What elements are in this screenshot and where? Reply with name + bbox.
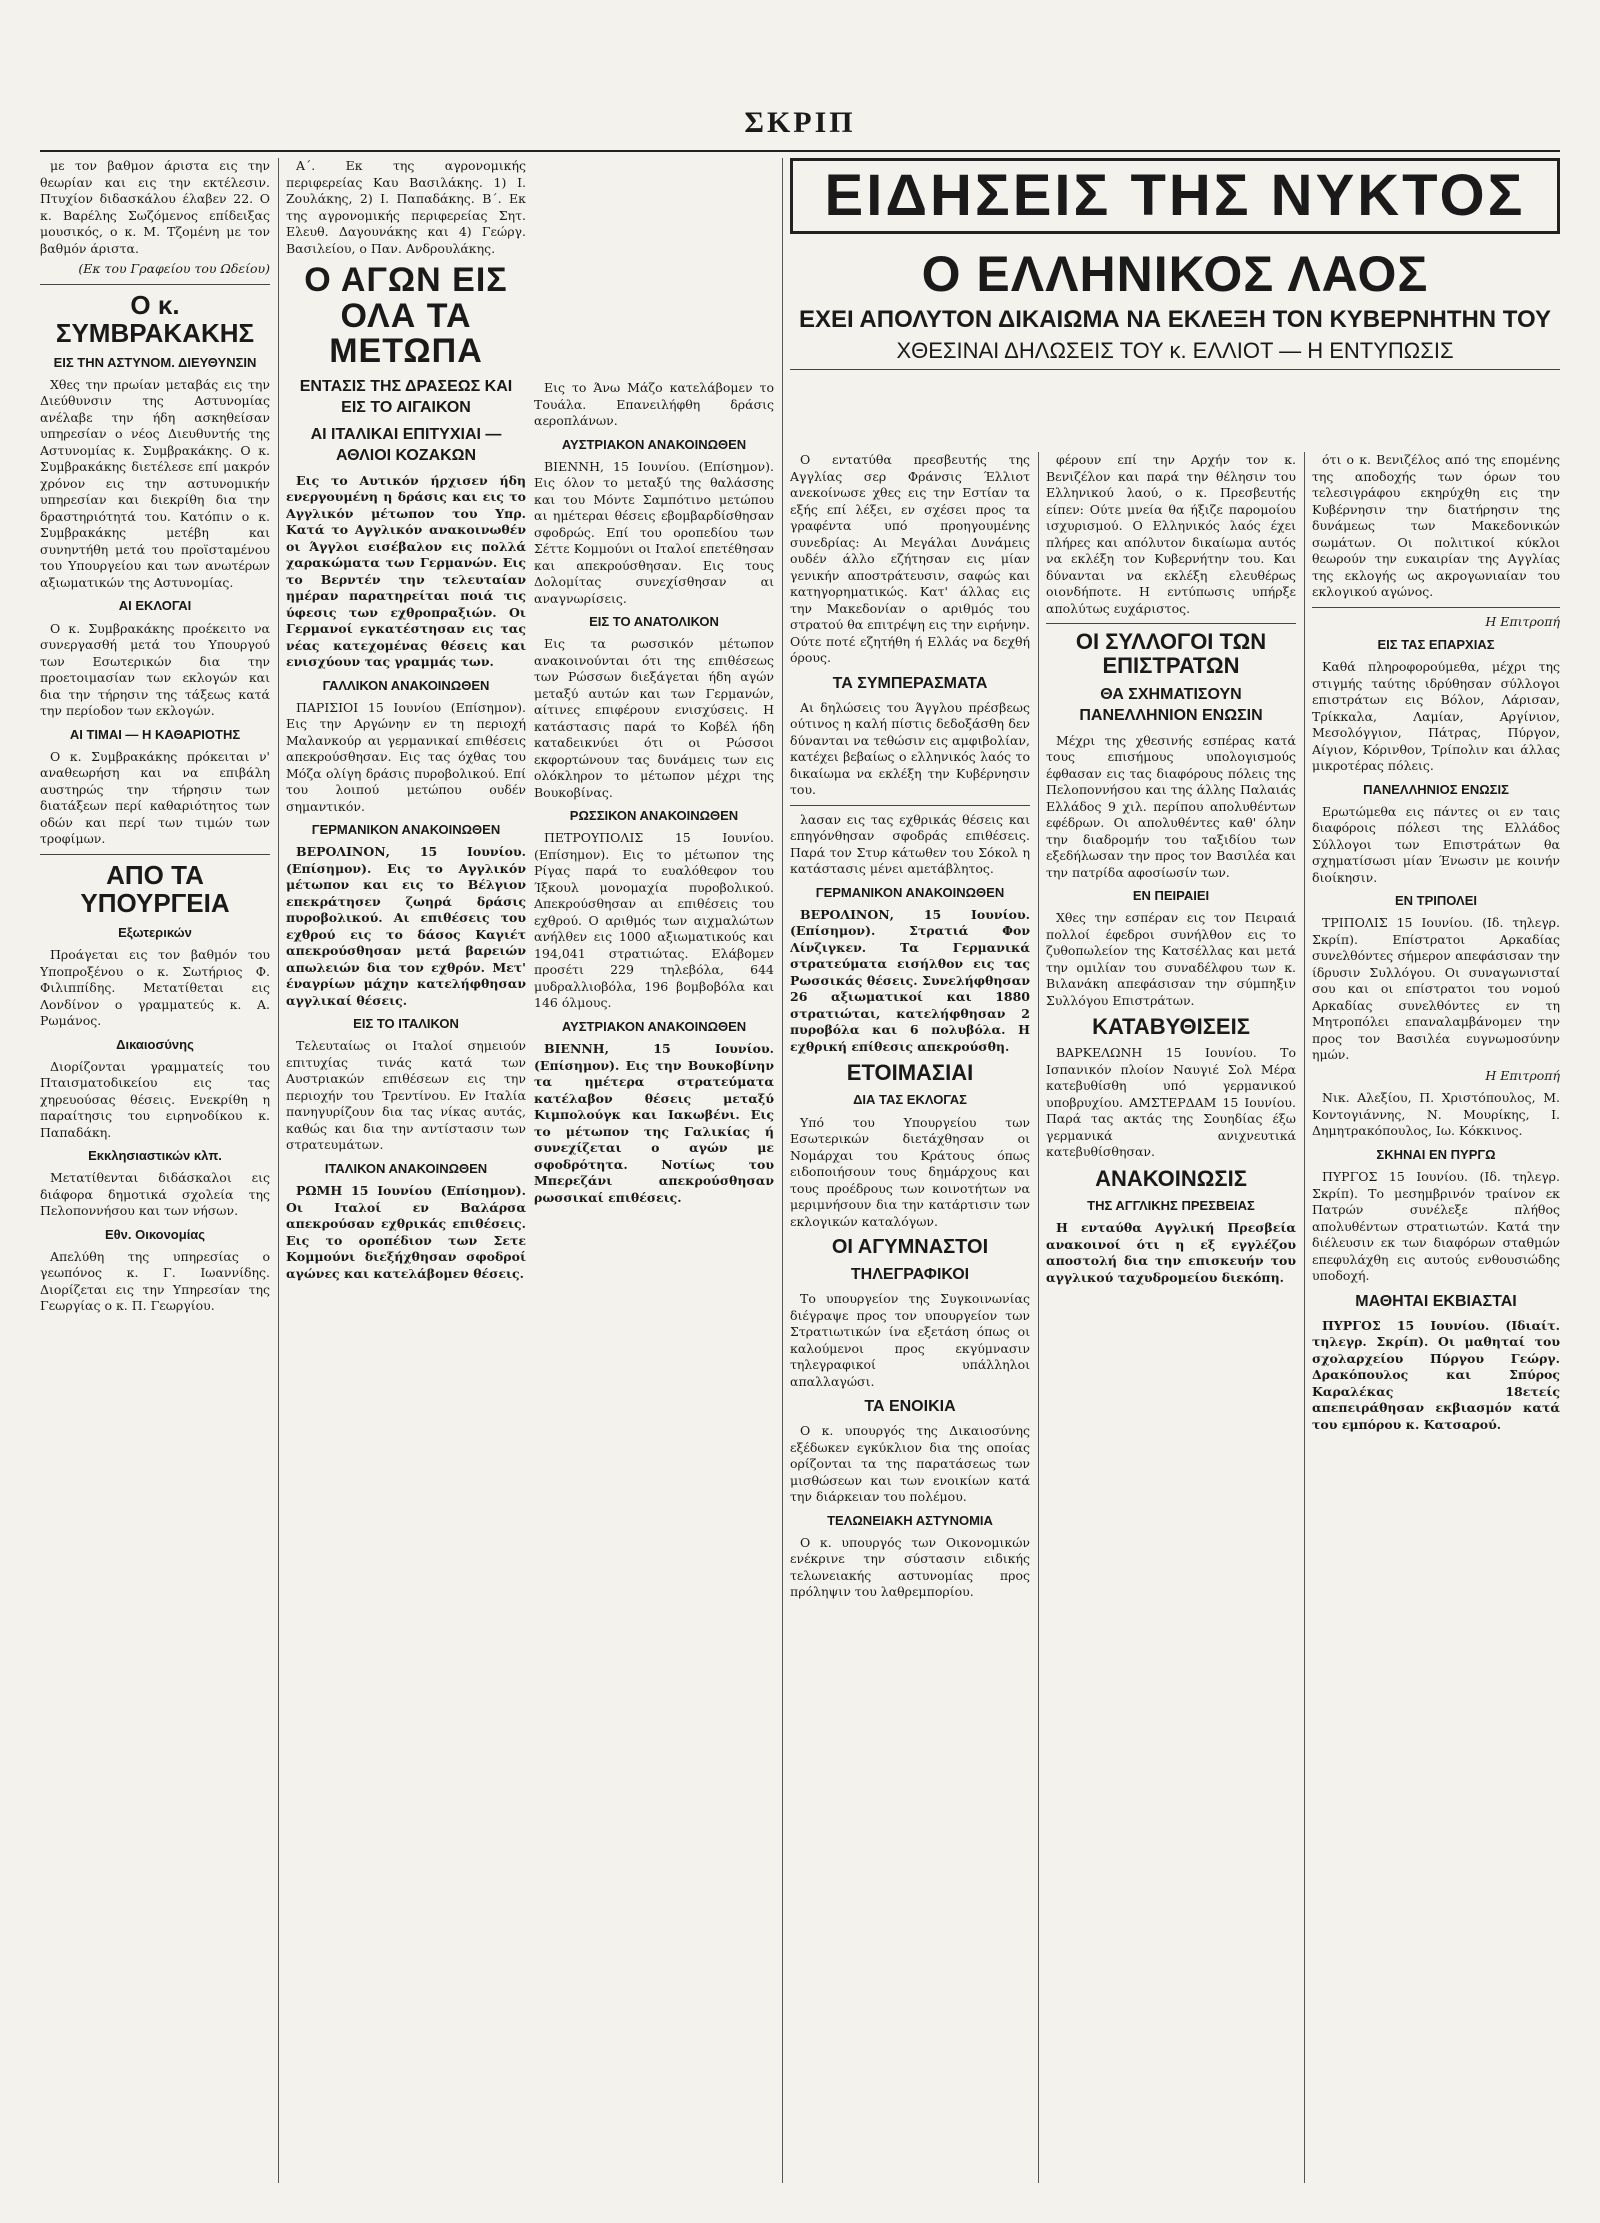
col3-russian-heading: ΡΩΣΣΙΚΟΝ ΑΝΑΚΟΙΝΩΘΕΝ (569, 808, 739, 824)
col6-tents-heading: ΣΚΗΝΑΙ ΕΝ ΠΥΡΓΩ (1376, 1146, 1496, 1162)
col2-main-headline: Ο ΑΓΩΝ ΕΙΣ ΟΛΑ ΤΑ ΜΕΤΩΠΑ (304, 261, 508, 371)
col6-provinces-heading: ΕΙΣ ΤΑΣ ΕΠΑΡΧΙΑΣ (1377, 637, 1495, 652)
col4-elections-subheadline: ΔΙΑ ΤΑΣ ΕΚΛΟΓΑΣ (853, 1092, 967, 1108)
col2-german-heading: ΓΕΡΜΑΝΙΚΟΝ ΑΝΑΚΟΙΝΩΘΕΝ (311, 822, 501, 838)
col6-students-headline: ΜΑΘΗΤΑΙ ΕΚΒΙΑΣΤΑΙ (1355, 1292, 1517, 1310)
masthead: ΣΚΡΙΠ (744, 106, 856, 139)
column-separator (782, 158, 783, 2183)
col3-austrian-body-2: ΒΙΕΝΝΗ, 15 Ιουνίου. (Επίσημον). Εις την Βουκοβίνην τα ημέτερα στρατεύματα κατέλαβον θέσεις μεταξύ Κιμπολούγκ και Ιακωβένι. Εις το μέτωπον της Γαλικίας ή συνεχίζεται ο αγών με σφοδρότητα. Νοτίως του Μπερεζάνι απεκρούσθησαν ρωσσικαί επιθέσεις. (534, 1041, 774, 1205)
col4-customs-police-body: Ο κ. υπουργός των Οικονομικών ενέκρινε την σύστασιν ειδικής τελωνειακής αστυνομίας προς πρόληψιν του λαθρεμπορίου. (790, 1534, 1030, 1600)
col6-students-body: ΠΥΡΓΟΣ 15 Ιουνίου. (Ιδιαίτ. τηλεγρ. Σκρίπ). Οι μαθηταί του σχολαρχείου Πύργου Γεώργ. Δρακόπουλος και Σπύρος Καραλέκας 18ετείς απεπειράθησαν εκβιασμόν κατά του εμπόρου κ. Κατσαρού. (1312, 1317, 1560, 1432)
col5-sinkings-headline: ΚΑΤΑΒΥΘΙΣΕΙΣ (1092, 1014, 1250, 1040)
col1-ministry-foreign-body: Προάγεται εις τον βαθμόν του Υποπροξένου ο κ. Σωτήριος Φ. Φιλιππίδης. Μετατίθεται εις Λονδίνον ο γραμματεύς κ. Α. Ρωμάνος. (40, 947, 270, 1028)
col5-article-body: φέρουν επί την Αρχήν τον κ. Βενιζέλον και παρά την θέλησιν του Ελληνικού λαού, ο κ. Πρεσβευτής είπεν: Ούτε μνεία θα ήξιζε παρομοίου ισχυρισμού. Ο Ελληνικός λαός έχει πλήρες και απόλυτον δικαίωμα αυτός να εκλέξη τον Κυβερνήτην του. Και δύνανται να εκλέξη ελευθέρως οιονδήποτε. Η εντύπωσις υπήρξε απολύτως ευχάριστος. (1046, 452, 1296, 616)
col4-conclusions-heading: ΤΑ ΣΥΜΠΕΡΑΣΜΑΤΑ (832, 674, 988, 692)
col1-cleanliness-body: Ο κ. Συμβρακάκης πρόκειται ν' αναθεωρήση και να επιβάλη αυστηρώς την τήρησιν των διατάξεων περί καθαριότητος των οδών και περί των τιμών των τροφίμων. (40, 748, 270, 847)
column-5 (1046, 452, 1296, 2183)
col2-subheadline-1: ΕΝΤΑΣΙΣ ΤΗΣ ΔΡΑΣΕΩΣ ΚΑΙ ΕΙΣ ΤΟ ΑΙΓΑΙΚΟΝ (299, 378, 513, 417)
col2-german-body: ΒΕΡΟΛΙΝΟΝ, 15 Ιουνίου. (Επίσημον). Εις το Αγγλικόν μέτωπον και εις το Βέλγιον επεκράτησεν ζωηρά δράσις πυροβολικού. Αι επιθέσεις του εχθρού εις το δάσος Καγιέτ απεκρούσθησαν μετά βαρειών απωλειών δια τον εχθρόν. Μετ' έναγρίων μάχην κατελήφθησαν αγγλικαί θέσεις. (286, 844, 526, 1008)
col5-associations-subheadline: ΘΑ ΣΧΗΜΑΤΙΣΟΥΝ ΠΑΝΕΛΛΗΝΙΟΝ ΕΝΩΣΙΝ (1079, 686, 1263, 725)
col4-article-body: Ο εντατύθα πρεσβευτής της Αγγλίας σερ Φράνσις Έλλιοτ ανεκοίνωσε χθες εις την Εστίαν τα εξής επί λέξει, εν σχέσει προς τα γραφέντα υπό προηγουμένης συνεδρίας: Αι Μεγάλαι Δυνάμεις ουδέν άλλο εζήτησαν εις μίαν γενικήν αποστράτευσιν, σαφώς και κατηγορηματικώς. Κατ' άλλας εις την Μακεδονίαν ο αριθμός του στρατού θα επιτρέψη εις την ειρήνην. Ούτε ποτέ εζητήθη ή Ελλάς να δεχθή όρους. (790, 452, 1030, 665)
col3-russian-body: ΠΕΤΡΟΥΠΟΛΙΣ 15 Ιουνίου. (Επίσημον). Εις το μέτωπον της Ρίγας παρά το ευαλόθεφον του Ίξκουλ μονομαχία πυροβολικού. Απεκρούσθησαν αι επιθέσεις του εχθρού. Ο αριθμός των αιχμαλώτων ανήλθεν εις 1000 αξιωματικούς και 194,041 στρατιώτας. Ελάβομεν προσέτι 229 τηλεβόλα, 644 μυδραλλιοβόλα, 196 βομβοβόλα και 146 όλμους. (534, 830, 774, 1011)
col5-notice-subheadline: ΤΗΣ ΑΓΓΛΙΚΗΣ ΠΡΕΣΒΕΙΑΣ (1087, 1198, 1255, 1214)
col1-elections-heading: ΑΙ ΕΚΛΟΓΑΙ (118, 598, 192, 614)
column-1 (40, 158, 270, 2183)
spread-subheadline: ΕΧΕΙ ΑΠΟΛΥΤΟΝ ΔΙΚΑΙΩΜΑ ΝΑ ΕΚΛΕΞΗ ΤΟΝ ΚΥΒΕΡΝΗΤΗΝ ΤΟΥ (798, 305, 1552, 333)
divider (1046, 623, 1296, 624)
col4-conclusions-body: Αι δηλώσεις του Άγγλου πρέσβεως ούτινος η καλή πίστις δεδοξάσθη δεν δύνανται να τεθώσιν εις αμφιβολίαν, κατέχει βεβαίως ο ελληνικός λαός το δικαίωμα να εκλέξη την Κυβέρνησιν του. (790, 699, 1030, 798)
col1-signature: (Εκ του Γραφείου του Ωδείου) (78, 261, 270, 276)
col4-rent-headline: ΤΑ ΕΝΟΙΚΙΑ (864, 1398, 956, 1416)
night-news-banner (790, 158, 1560, 376)
col3-austrian-heading-2: ΑΥΣΤΡΙΑΚΟΝ ΑΝΑΚΟΙΝΩΘΕΝ (561, 1018, 747, 1034)
col2-subheadline-2: ΑΙ ΙΤΑΛΙΚΑΙ ΕΠΙΤΥΧΙΑΙ — ΑΘΛΙΟΙ ΚΟΖΑΚΩΝ (310, 426, 502, 465)
divider (790, 369, 1560, 370)
column-2 (286, 158, 526, 2183)
col6-panhellenic-body: Ερωτώμεθα εις πάντες οι εν ταις διαφόροις πόλεσι της Ελλάδος Σύλλογοι των Επιστράτων θα σχηματίσωσι μίαν Ένωσιν με κοινήν διοίκησιν. (1312, 803, 1560, 885)
col4-german-body: ΒΕΡΟΛΙΝΟΝ, 15 Ιουνίου. (Επίσημον). Στρατιά Φον Λίνζιγκεν. Τα Γερμανικά στρατεύματα εισήλθον εις τας Ρωσσικάς θέσεις. Συνελήφθησαν 26 αξιωματικοί και 1880 στρατιώται, κατελήφθησαν 2 πυροβόλα και 6 πολυβόλα. Η εχθρική επίθεσις απεκρούσθη. (790, 906, 1030, 1054)
col3-austrian-body: ΒΙΕΝΝΗ, 15 Ιουνίου. (Επίσημον). Εις όλον το μεταξύ της θαλάσσης και του Μόντε Σαμπότινο μετώπου αι ημέτεραι θέσεις εβομβαρδίσθησαν σφοδρώς. Επί του οροπεδίου των Σέττε Κομμούνι οι Ιταλοί επετέθησαν και απεκρούσθησαν. Εις τους Δολομίτας συνεχίσθησαν αι αναγνωρίσεις. (534, 458, 774, 606)
col4-telegraph-body: Το υπουργείον της Συγκοινωνίας διέγραψε προς τον υπουργείον των Στρατιωτικών ίνα εξετάση όπως οι καλούμενοι προς εκγύμνασιν τηλεγραφικοί υπάλληλοι απαλλαγώσι. (790, 1291, 1030, 1389)
col5-notice-body: Η ενταύθα Αγγλική Πρεσβεία ανακοινοί ότι η εξ εγγλέζου αποστολή δια την επισκευήν του αγγλικού ταχυδρομείου διεκόπη. (1046, 1220, 1296, 1285)
spread-subheadline-2: ΧΘΕΣΙΝΑΙ ΔΗΛΩΣΕΙΣ ΤΟΥ κ. ΕΛΛΙΟΤ — Η ΕΝΤΥΠΩΣΙΣ (896, 337, 1454, 363)
col6-article-body: ότι ο κ. Βενιζέλος από της επομένης της αποδοχής των όρων του τελεσιγράφου εκηρύχθη εις την Κυβέρνησιν την διατήρησιν της δυνάμεως των Μακεδονικών σωμάτων. Οι πολιτικοί κύκλοι θεωρούν την ευκαιρίαν της Αγγλίας της εκλογής ως ακρογωνιαίαν του εκλογικού αγώνος. (1312, 452, 1560, 599)
column-4 (790, 452, 1030, 2183)
col1-subheadline: ΕΙΣ ΤΗΝ ΑΣΤΥΝΟΜ. ΔΙΕΥΘΥΝΣΙΝ (53, 354, 257, 370)
col3-eastern-heading: ΕΙΣ ΤΟ ΑΝΑΤΟΛΙΚΟΝ (589, 614, 719, 630)
col5-piraeus-body: Χθες την εσπέραν εις τον Πειραιά πολλοί έφεδροι συνήλθον εις το ζυθοπωλείον της Κατσέλλας και μετά την ομιλίαν του συναδέλφου των κ. Βιλανάκη απεφάσισαν την σύμπηξιν Συλλόγου Επιστράτων. (1046, 910, 1296, 1008)
col1-elections-body: Ο κ. Συμβρακάκης προέκειτο να συνεργασθή μετά του Υπουργού των Εσωτερικών δια την προετοιμασίαν των εκλογών και δια την τήρησιν της τάξεως κατά την περίοδον των εκλογών. (40, 620, 270, 718)
col6-committee-signature: Η Επιτροπή (1485, 613, 1560, 629)
col2-italian-communique-body: ΡΩΜΗ 15 Ιουνίου (Επίσημον). Οι Ιταλοί εν Βαλάρσα απεκρούσαν εχθρικάς επιθέσεις. Εις το οροπέδιον των Σετε Κομμούνι διεξήχθησαν σφοδροί αγώνες και κατελάβομεν θέσεις. (286, 1183, 526, 1281)
col1-ministry-justice-body: Διορίζονται γραμματείς του Πταισματοδικείου εις τας χηρευούσας θέσεις. Ενεκρίθη η παραίτησις του ειρηνοδίκου κ. Παπαδάκη. (40, 1058, 270, 1140)
column-6 (1312, 452, 1560, 2183)
col6-tripoli-body: ΤΡΙΠΟΛΙΣ 15 Ιουνίου. (Ιδ. τηλεγρ. Σκρίπ). Επίστρατοι Αρκαδίας συνελθόντες σήμερον απεφάσισαν την ίδρυσιν Συλλόγου. Οι συναγωνισταί σου και οι επίστρατοι του νομού Αρκαδίας συνελθόντες εν τη Μητροπόλει επαναλαμβάνομεν την προς τον Βασιλέα ευγνωμοσύνην ημών. (1312, 915, 1560, 1063)
col6-names: Νικ. Αλεξίου, Π. Χριστόπουλος, Μ. Κοντογιάννης, Ν. Μουρίκης, Ι. Δημητρακόπουλος, Ιω. Κόκκινος. (1312, 1090, 1560, 1139)
col6-panhellenic-heading: ΠΑΝΕΛΛΗΝΙΟΣ ΕΝΩΣΙΣ (1363, 781, 1509, 797)
spread-main-headline: Ο ΕΛΛΗΝΙΚΟΣ ΛΑΟΣ (921, 246, 1429, 302)
col4-telegraph-subheadline: ΤΗΛΕΓΡΑΦΙΚΟΙ (850, 1266, 970, 1284)
col6-tents-body: ΠΥΡΓΟΣ 15 Ιουνίου. (Ιδ. τηλεγρ. Σκρίπ). Το μεσημβρινόν τραίνον εκ Πατρών συνέλεξε πλήθος απολυθέντων στρατιωτών. Κατά την διέλευσιν εκ των διαφόρων σταθμών επεφυλάχθη εις αυτούς ενθουσιώδης υποδοχή. (1312, 1169, 1560, 1284)
col4-german-heading: ΓΕΡΜΑΝΙΚΟΝ ΑΝΑΚΟΙΝΩΘΕΝ (815, 884, 1005, 900)
divider (40, 284, 270, 285)
col2-gallic-body: ΠΑΡΙΣΙΟΙ 15 Ιουνίου (Επίσημον). Εις την Αργώνην εν τη περιοχή Μαλανκούρ αι γερμανικαί επιθέσεις απεκρούσθησαν. Εις τας όχθας του Μόζα ολίγη δράσις πυροβολικού. Επί του λοιπού μετώπου ουδέν σημαντικόν. (286, 699, 526, 814)
col1-ministry-education-body: Μετατίθενται διδάσκαλοι εις διάφορα δημοτικά σχολεία της Πελοποννήσου και των νήσων. (40, 1170, 270, 1219)
column-separator (278, 158, 279, 2183)
col1-ministry-foreign: Εξωτερικών (118, 924, 192, 940)
col3-top: Εις το Άνω Μάζο κατελάβομεν το Τουάλα. Επανειλήφθη δράσις αεροπλάνων. (534, 380, 774, 428)
col1-ministry-economy-body: Απελύθη της υπηρεσίας ο γεωπόνος κ. Γ. Ιωαννίδης. Διορίζεται εις την Υπηρεσίαν της Γεωργίας ο κ. Π. Γεωργίου. (40, 1248, 270, 1314)
col1-cleanliness-heading: ΑΙ ΤΙΜΑΙ — Η ΚΑΘΑΡΙΟΤΗΣ (69, 726, 241, 742)
col6-tripoli-heading: ΕΝ ΤΡΙΠΟΛΕΙ (1395, 893, 1477, 909)
col1-headline-sympbrakakis: Ο κ. ΣΥΜΒΡΑΚΑΚΗΣ (55, 289, 255, 349)
col4-elections-body: Υπό του Υπουργείου των Εσωτερικών διετάχθησαν οι Νομάρχαι του Κράτους όπως ειδοποιήσουν τους δημάρχους και τους προέδρους των κοινοτήτων να μεριμνήσουν δια την κατάρτισιν των εκλογικών καταλόγων. (790, 1114, 1030, 1229)
col5-sinkings-body: ΒΑΡΚΕΛΩΝΗ 15 Ιουνίου. Το Ισπανικόν πλοίον Ναυγιέ Σολ Μέρα κατεβυθίσθη υπό γερμανικού υποβρυχίου. ΑΜΣΤΕΡΔΑΜ 15 Ιουνίου. Παρά τας ακτάς της Σουηδίας έξω γερμανικά ανιχνευτικά κατεβυθίσθησαν. (1046, 1045, 1296, 1160)
col2-gallic-heading: ΓΑΛΛΙΚΟΝ ΑΝΑΚΟΙΝΩΘΕΝ (322, 677, 490, 693)
col1-ministry-justice: Δικαιοσύνης (116, 1036, 194, 1052)
col2-italian-heading: ΕΙΣ ΤΟ ΙΤΑΛΙΚΟΝ (353, 1016, 459, 1032)
col2-italian-communique-heading: ΙΤΑΛΙΚΟΝ ΑΝΑΚΟΙΝΩΘΕΝ (324, 1160, 488, 1176)
col1-ministry-education: Εκκλησιαστικών κλπ. (88, 1148, 222, 1164)
col2-article-body: Εις το Αυτικόν ήρχισεν ήδη ενεργουμένη η δράσις και εις το Αγγλικόν μέτωπον του Υπρ. Κατά το Αγγλικόν ανακοινωθέν οι Άγγλοι εισέβαλον εις πολλά χαρακώματα των Γερμανών. Εις το Βερντέν την τελευταίαν ημέραν παρατηρείται ποιά τις ύφεσις των εχθροπραξιών. Οι Γερμανοί εγκατέστησαν εις τας νέας κατεχομένας θέσεις και ενισχύουν τας γραμμάς των. (286, 472, 526, 669)
top-rule (40, 150, 1560, 152)
night-news-title: ΕΙΔΗΣΕΙΣ ΤΗΣ ΝΥΚΤΟΣ (790, 158, 1560, 234)
col4-rent-body: Ο κ. υπουργός της Δικαιοσύνης εξέδωκεν εγκύκλιον δια της οποίας ορίζονται τα της παρατάσεως των μισθώσεων και των ενοικίων κατά την διάρκειαν του πολέμου. (790, 1423, 1030, 1505)
col6-provinces-body: Καθά πληροφορούμεθα, μέχρι της στιγμής ταύτης ιδρύθησαν σύλλογοι επιστράτων εις Βόλον, Λάρισαν, Τρίκκαλα, Λαμίαν, Αργίνιον, Μεσολόγγιον, Πάτρας, Πύργον, Αίγιον, Κόρινθον, Τρίπολιν και άλλας μικροτέρας πόλεις. (1312, 659, 1560, 774)
divider (1312, 607, 1560, 608)
col4-customs-police-heading: ΤΕΛΩΝΕΙΑΚΗ ΑΣΤΥΝΟΜΙΑ (827, 1512, 993, 1528)
col5-piraeus-heading: ΕΝ ΠΕΙΡΑΙΕΙ (1132, 888, 1210, 904)
col1-top-text: με τον βαθμον άριστα εις την θεωρίαν και εις την εκτέλεσιν. Πτυχίον διδασκάλου έλαβεν 22. Ο κ. Βαρέλης Σωζόμενος επίδειξας μουσικός, ο κ. Μ. Τζομένη με τον βαθμόν άριστα. (40, 158, 270, 256)
col4-elections-headline: ΕΤΟΙΜΑΣΙΑΙ (846, 1060, 974, 1086)
divider (790, 805, 1030, 806)
col5-associations-headline: ΟΙ ΣΥΛΛΟΓΟΙ ΤΩΝ ΕΠΙΣΤΡΑΤΩΝ (1075, 629, 1267, 679)
col3-eastern-body: Εις τα ρωσσικόν μέτωπον ανακοινούνται ότι της επιθέσεως των Ρώσσων διεξάγεται ήδη αγών μεταξύ αυτών και των Γερμανών, αίτινες επιφέρουν ενισχύσεις. Η κατάστασις παρά το Κοβέλ ήδη καταδεικνύει ότι οι Ρώσσοι εκφορτώνουν τας δυνάμεις των εις ολόκληρον το μέτωπον μέχρι της Βουκοβίνας. (534, 636, 774, 800)
col5-associations-body: Μέχρι της χθεσινής εσπέρας κατά τους επισήμους υπολογισμούς έφθασαν εις τας διαφόρους πόλεις της Πελοποννήσου και της άλλης Παλαιάς Ελλάδος 9 χιλ. περίπου απολυθέντων εφέδρων. Οι απολυθέντες καθ' όλην την διαδρομήν του ταξιδίου των εξεδήλωσαν την προς τον Βασιλέα και την πατρίδα αφοσίωσίν των. (1046, 732, 1296, 880)
col2-italian-body: Τελευταίως οι Ιταλοί σημειούν επιτυχίας τινάς κατά των Αυστριακών επιθέσεων εις την περιοχήν του Τρεντίνου. Εν Ιταλία πανηγυρίζουν δια τας νίκας αυτάς, καθώς και δια την αντίστασιν των στρατευμάτων. (286, 1038, 526, 1153)
column-3 (534, 380, 774, 2183)
column-separator (1038, 452, 1039, 2183)
col6-committee-signature-2: Η Επιτροπή (1485, 1067, 1560, 1083)
col1-article-body: Χθες την πρωίαν μεταβάς εις την Διεύθυνσιν της Αστυνομίας ανέλαβε την ήδη ασκηθείσαν υπηρεσίαν ο νέος Διευθυντής της Αστυνομίας κ. Συμβρακάκης. Ο κ. Συμβρακάκης διετέλεσε επί μακρόν χρόνον εις την αστυνομικήν υπηρεσίαν και διεκρίθη δια την δραστηριότητά του. Κατόπιν ο κ. Συμβρακάκης μετέβη και συνηντήθη μετά του προϊσταμένου του Υπουργείου και των ανωτέρων αξιωματικών της Αστυνομίας. (40, 376, 270, 590)
col2-fragment: Α΄. Εκ της αγρονομικής περιφερείας Καυ Βασιλάκης. 1) Ι. Ζουλάκης, 2) Ι. Παπαδάκης. Β΄. Εκ της αγρονομικής περιφερείας Σητ. Ελευθ. Δαγουνάκης και 4) Γεώργ. Βασιλείου, ο Παν. Ανδρουλάκης. (286, 158, 526, 256)
divider (40, 854, 270, 855)
col5-notice-headline: ΑΝΑΚΟΙΝΩΣΙΣ (1095, 1165, 1247, 1191)
column-separator (1304, 452, 1305, 2183)
col4-telegraph-headline: ΟΙ ΑΓΥΜΝΑΣΤΟΙ (831, 1236, 989, 1259)
col1-ministries-headline: ΑΠΟ ΤΑ ΥΠΟΥΡΓΕΙΑ (80, 859, 230, 919)
col3-austrian-heading: ΑΥΣΤΡΙΑΚΟΝ ΑΝΑΚΟΙΝΩΘΕΝ (561, 436, 747, 452)
col4-continued-body: λασαν εις τας εχθρικάς θέσεις και επηγόνθησαν σφοδράς επιθέσεις. Παρά τον Στυρ κάτωθεν του Σόκολ η κατάστασις μένει αμετάβλητος. (790, 811, 1030, 877)
col1-ministry-economy: Εθν. Οικονομίας (104, 1226, 206, 1242)
